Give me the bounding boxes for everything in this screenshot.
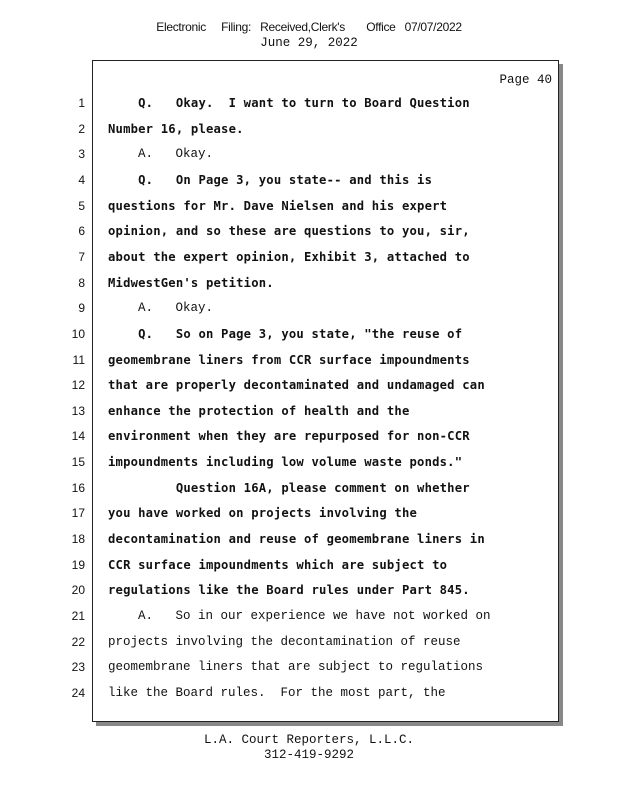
line-number: 12 — [71, 378, 85, 392]
transcript-line: geomembrane liners from CCR surface impoundments — [108, 353, 470, 367]
transcript-line: Q. On Page 3, you state-- and this is — [108, 173, 433, 187]
line-number: 4 — [78, 173, 85, 187]
page-number: Page 40 — [499, 73, 552, 87]
footer-phone: 312-419-9292 — [263, 748, 354, 762]
transcript-line: you have worked on projects involving the — [108, 506, 418, 520]
line-number: 19 — [71, 558, 85, 572]
transcript-line: questions for Mr. Dave Nielsen and his expert — [108, 199, 448, 213]
line-number: 11 — [72, 353, 85, 367]
transcript-line: like the Board rules. For the most part, the — [108, 686, 446, 700]
transcript-line: about the expert opinion, Exhibit 3, attached to — [108, 250, 470, 264]
transcript-line: Q. So on Page 3, you state, "the reuse of — [108, 327, 463, 341]
transcript-line: decontamination and reuse of geomembrane liners in — [108, 532, 485, 546]
transcript-line: MidwestGen's petition. — [108, 276, 274, 290]
line-number: 2 — [78, 122, 85, 136]
line-number: 1 — [78, 96, 85, 110]
transcript-line: Number 16, please. — [108, 122, 244, 136]
line-number: 18 — [71, 532, 85, 546]
transcript-line: Question 16A, please comment on whether — [108, 481, 470, 495]
transcript-date: June 29, 2022 — [260, 36, 358, 50]
transcript-line: regulations like the Board rules under Part 845. — [108, 583, 470, 597]
line-number: 22 — [71, 635, 85, 649]
transcript-line: enhance the protection of health and the — [108, 404, 410, 418]
line-number: 6 — [78, 224, 85, 238]
line-number: 9 — [78, 301, 85, 315]
filing-stamp: Electronic Filing: Received,Clerk's Office 07/07/2022 — [156, 20, 462, 34]
transcript-line: A. Okay. — [108, 147, 214, 161]
line-number: 8 — [78, 276, 85, 290]
transcript-line: opinion, and so these are questions to you, sir, — [108, 224, 470, 238]
line-number: 15 — [71, 455, 85, 469]
line-number: 3 — [78, 147, 85, 161]
line-number: 7 — [78, 250, 85, 264]
line-number: 21 — [71, 609, 85, 623]
line-number: 14 — [71, 429, 85, 443]
footer-company: L.A. Court Reporters, L.L.C. — [203, 733, 415, 747]
line-number: 13 — [71, 404, 85, 418]
transcript-line: geomembrane liners that are subject to regulations — [108, 660, 484, 674]
line-number: 23 — [71, 660, 85, 674]
transcript-line: environment when they are repurposed for non-CCR — [108, 429, 470, 443]
line-number: 20 — [71, 583, 85, 597]
line-number: 10 — [71, 327, 85, 341]
transcript-line: that are properly decontaminated and undamaged can — [108, 378, 485, 392]
transcript-line: A. Okay. — [108, 301, 214, 315]
transcript-line: Q. Okay. I want to turn to Board Question — [108, 96, 470, 110]
transcript-line: impoundments including low volume waste ponds." — [108, 455, 463, 469]
line-number: 24 — [71, 686, 85, 700]
line-number: 5 — [78, 199, 85, 213]
transcript-line: CCR surface impoundments which are subject to — [108, 558, 448, 572]
line-number: 17 — [71, 506, 85, 520]
transcript-line: projects involving the decontamination of reuse — [108, 635, 461, 649]
transcript-line: A. So in our experience we have not worked on — [108, 609, 491, 623]
line-number: 16 — [71, 481, 85, 495]
